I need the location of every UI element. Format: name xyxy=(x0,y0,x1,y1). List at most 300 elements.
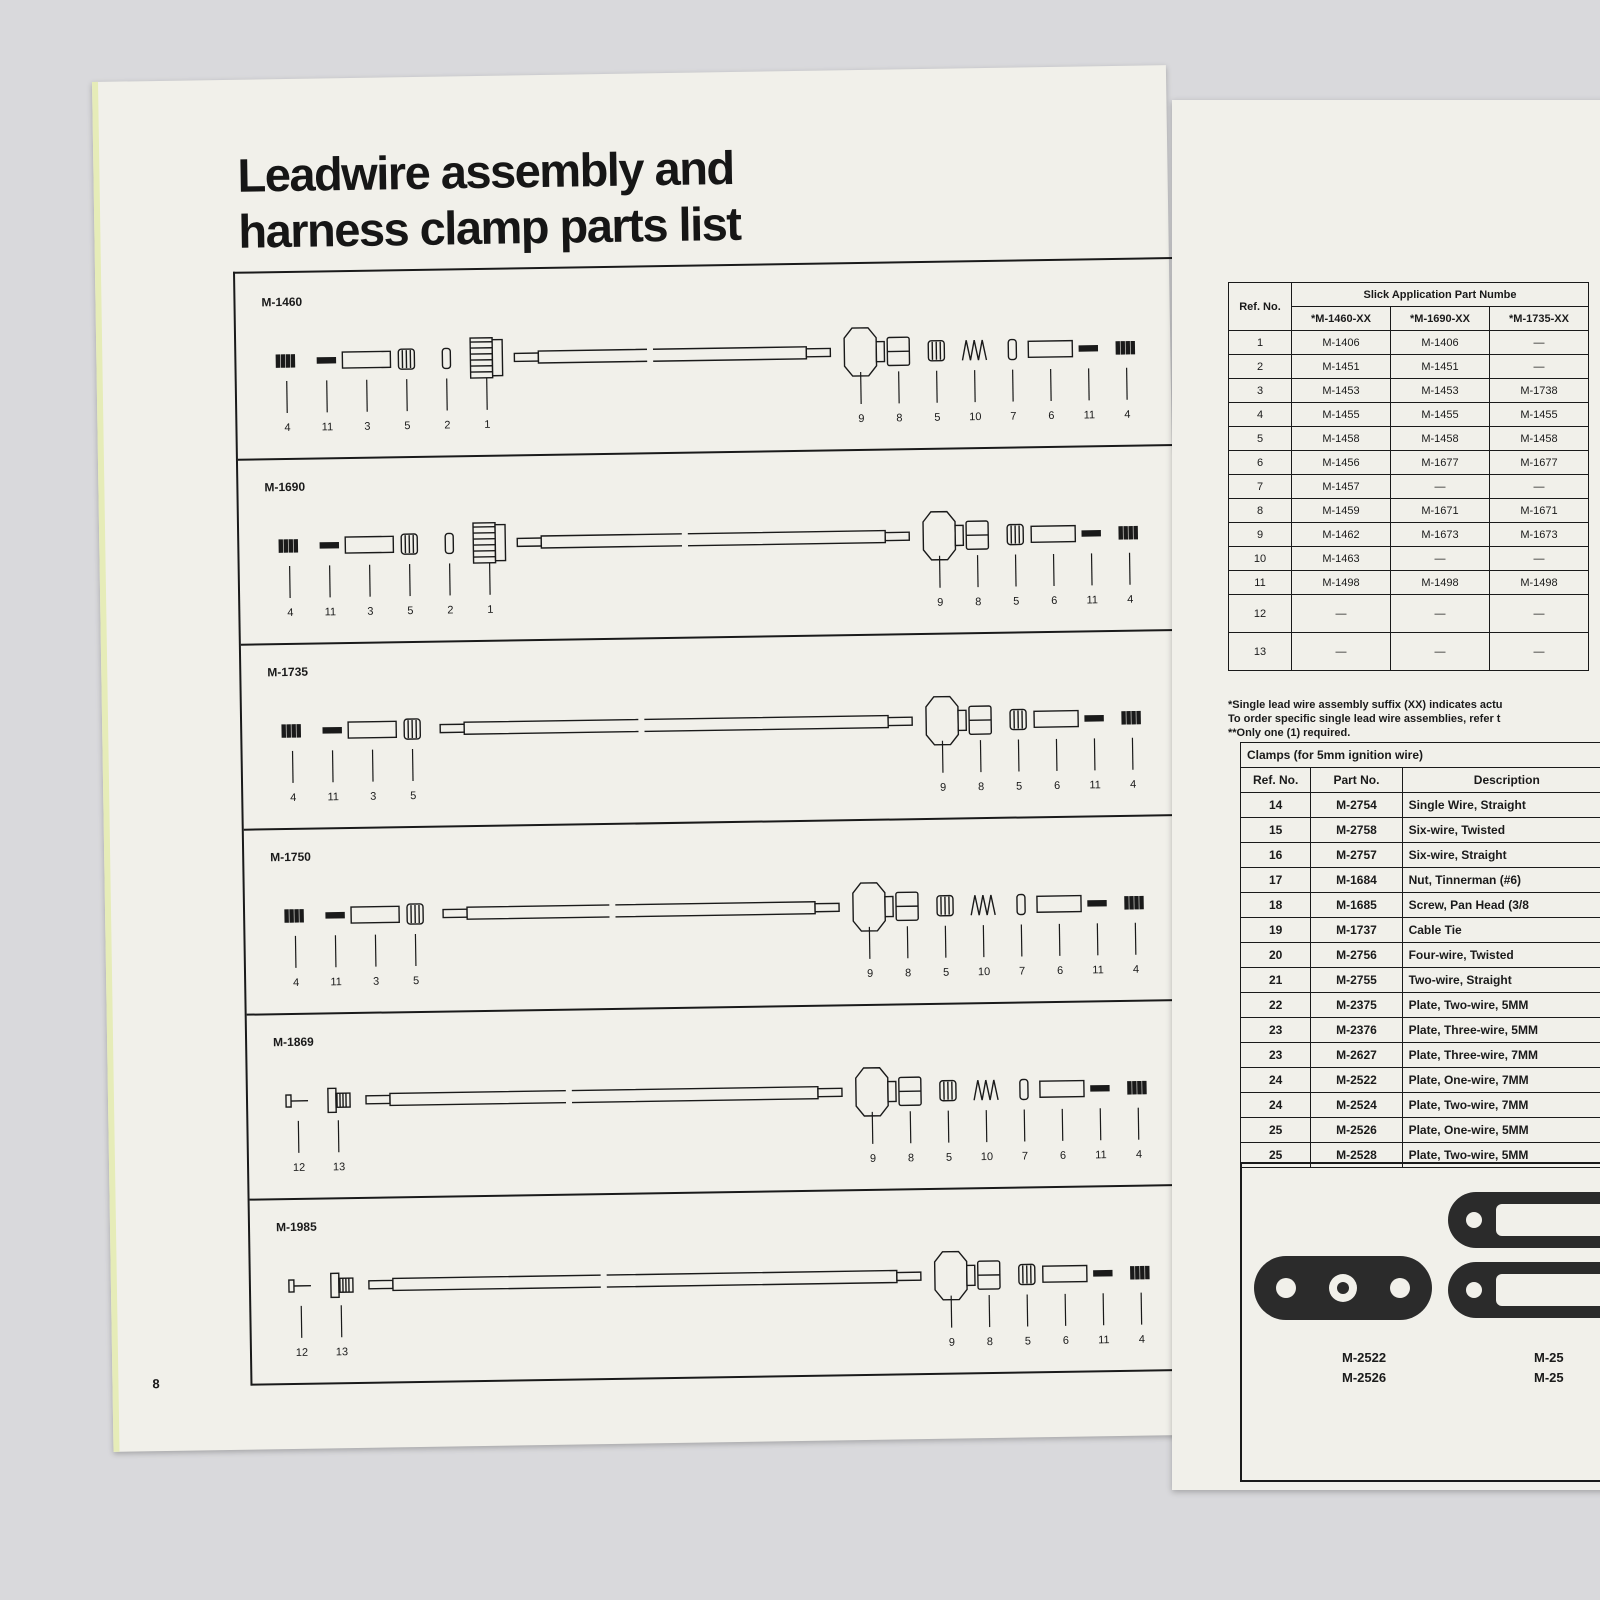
part-ref-label: 5 xyxy=(413,974,420,988)
table-row xyxy=(1229,379,1589,403)
assembly-M-1869 xyxy=(247,999,1188,1201)
desc-cell: Cable Tie xyxy=(1402,918,1600,943)
part-6-drawing xyxy=(1034,711,1078,728)
figure-label-b1: M-25 xyxy=(1534,1350,1564,1365)
part-ref-label: 7 xyxy=(1018,965,1026,978)
assembly-M-1985 xyxy=(250,1184,1191,1384)
leader-line xyxy=(986,1110,987,1142)
part-4-drawing xyxy=(1119,527,1137,539)
one-wire-plate-drawing xyxy=(1254,1256,1432,1320)
desc-cell: Nut, Tinnerman (#6) xyxy=(1402,868,1600,893)
part-8-drawing xyxy=(966,521,988,549)
assembly-drawing xyxy=(247,999,1188,1199)
part-9-drawing xyxy=(853,883,894,932)
footnote-1: *Single lead wire assembly suffix (XX) indicates actu xyxy=(1228,699,1503,711)
part-ref-label: 3 xyxy=(367,605,374,618)
leader-line xyxy=(1062,1109,1063,1141)
ref-cell: 11 xyxy=(1229,571,1292,595)
ref-cell: 8 xyxy=(1229,499,1292,523)
part-cell: M-1673 xyxy=(1490,523,1589,547)
part-ref-label: 11 xyxy=(1095,1149,1107,1162)
clamps-headers xyxy=(1241,768,1600,793)
table-row xyxy=(1241,893,1600,918)
part-cell: M-1677 xyxy=(1391,451,1490,475)
desc-cell: Plate, Two-wire, 5MM xyxy=(1402,1143,1600,1168)
assembly-M-1750 xyxy=(244,814,1185,1016)
part-11-drawing xyxy=(1094,1271,1112,1276)
part-ref-label: 4 xyxy=(287,606,294,619)
right-page xyxy=(1172,100,1600,1490)
ref-cell: 20 xyxy=(1241,943,1311,968)
part-11-drawing xyxy=(1082,531,1100,536)
assembly-drawing xyxy=(250,1184,1191,1384)
part-ref-label: 11 xyxy=(1083,409,1096,422)
desc-cell: Plate, Two-wire, 7MM xyxy=(1402,1093,1600,1118)
table-row xyxy=(1241,1118,1600,1143)
clamp-plates-drawing xyxy=(1242,1164,1600,1480)
desc-cell: Two-wire, Straight xyxy=(1402,968,1600,993)
table-row xyxy=(1229,499,1589,523)
ref-cell: 25 xyxy=(1241,1118,1311,1143)
leader-line xyxy=(1103,1293,1104,1325)
assembly-M-1460 xyxy=(235,259,1176,461)
leader-line xyxy=(335,935,336,967)
part-6-drawing xyxy=(1037,896,1081,913)
table-row xyxy=(1229,475,1589,499)
leader-line xyxy=(450,563,451,595)
part-ref-label: 4 xyxy=(1130,778,1137,791)
assembly-drawing xyxy=(241,629,1182,829)
part-cell: M-1738 xyxy=(1490,379,1589,403)
lead-wire-drawing xyxy=(440,713,912,736)
table-row xyxy=(1241,818,1600,843)
part-11-drawing xyxy=(1088,901,1106,906)
leader-line xyxy=(341,1305,342,1337)
table-row xyxy=(1229,355,1589,379)
leader-line xyxy=(1092,553,1093,585)
part-cell: M-1498 xyxy=(1490,571,1589,595)
part-ref-label: 4 xyxy=(1135,1148,1143,1161)
part-10-drawing xyxy=(971,895,995,915)
table-row xyxy=(1241,1018,1600,1043)
ref-cell: 9 xyxy=(1229,523,1292,547)
leader-line xyxy=(989,1295,990,1327)
assembly-M-1735 xyxy=(241,629,1182,831)
table-row xyxy=(1229,427,1589,451)
part-4-drawing xyxy=(1128,1082,1146,1094)
part-cell: M-1671 xyxy=(1391,499,1490,523)
part-ref-label: 10 xyxy=(980,1150,994,1164)
part-10-drawing xyxy=(974,1080,998,1100)
part-1-drawing xyxy=(470,338,503,378)
leader-line xyxy=(1127,368,1128,400)
leader-line xyxy=(1100,1108,1101,1140)
part-4-drawing xyxy=(1131,1267,1149,1279)
part-ref-label: 4 xyxy=(293,976,300,989)
leader-line xyxy=(1132,738,1133,770)
part-cell: — xyxy=(1391,633,1490,671)
desc-cell: Six-wire, Straight xyxy=(1402,843,1600,868)
part-8-drawing xyxy=(969,706,991,734)
table-row xyxy=(1229,633,1589,671)
part-cell: M-1459 xyxy=(1292,499,1391,523)
part-cell: M-1453 xyxy=(1292,379,1391,403)
ref-cell: 12 xyxy=(1229,595,1292,633)
part-11-drawing xyxy=(323,728,341,733)
part-11-drawing xyxy=(1085,716,1103,721)
part-ref-label: 12 xyxy=(292,1161,306,1174)
part-ref-label: 9 xyxy=(858,412,865,426)
part-cell: M-1458 xyxy=(1490,427,1589,451)
table-row xyxy=(1241,993,1600,1018)
ref-cell: 19 xyxy=(1241,918,1311,943)
part-3-drawing xyxy=(348,721,396,738)
part-cell: M-1456 xyxy=(1292,451,1391,475)
clamp-plates-figure xyxy=(1240,1162,1600,1482)
part-ref-label: 11 xyxy=(1098,1334,1110,1347)
pn-cell: M-2754 xyxy=(1311,793,1402,818)
leader-line xyxy=(1018,740,1019,772)
part-4-drawing xyxy=(1116,342,1134,354)
pn-cell: M-2627 xyxy=(1311,1043,1402,1068)
ref-cell: 24 xyxy=(1241,1093,1311,1118)
part-ref-label: 3 xyxy=(364,420,371,433)
assembly-drawing xyxy=(244,814,1185,1014)
leader-line xyxy=(295,936,296,968)
leader-line xyxy=(413,749,414,781)
ref-cell: 10 xyxy=(1229,547,1292,571)
clamps-body xyxy=(1241,793,1600,1168)
assembly-drawing xyxy=(238,444,1179,644)
part-5-drawing xyxy=(928,341,944,361)
part-ref-label: 2 xyxy=(447,604,454,617)
part-8-drawing xyxy=(899,1077,921,1105)
part-cell: M-1453 xyxy=(1391,379,1490,403)
part-12-drawing xyxy=(289,1280,311,1292)
leader-line xyxy=(447,378,448,410)
assembly-label: M-1735 xyxy=(267,664,309,680)
part-9-drawing xyxy=(926,696,967,745)
part-cell: M-1498 xyxy=(1391,571,1490,595)
part-ref-label: 5 xyxy=(942,966,950,979)
part-11-drawing xyxy=(326,913,344,918)
assembly-label: M-1460 xyxy=(261,294,303,310)
part-3-drawing xyxy=(345,536,393,553)
part-cell: M-1406 xyxy=(1292,331,1391,355)
pn-cell: M-2526 xyxy=(1311,1118,1402,1143)
table-row xyxy=(1241,968,1600,993)
ref-cell: 24 xyxy=(1241,1068,1311,1093)
title-line-1: Leadwire assembly and xyxy=(237,140,735,202)
pn-cell: M-1684 xyxy=(1311,868,1402,893)
clamps-header-0: Ref. No. xyxy=(1241,768,1311,793)
ref-cell: 25 xyxy=(1241,1143,1311,1168)
part-cell: M-1671 xyxy=(1490,499,1589,523)
desc-cell: Plate, One-wire, 7MM xyxy=(1402,1068,1600,1093)
part-1-drawing xyxy=(473,523,506,563)
lead-wire-drawing xyxy=(517,528,909,550)
part-ref-label: 6 xyxy=(1051,594,1058,607)
part-ref-label: 9 xyxy=(948,1336,956,1349)
ref-cell: 7 xyxy=(1229,475,1292,499)
part-ref-label: 5 xyxy=(1013,595,1020,608)
part-9-drawing xyxy=(923,511,964,560)
part-ref-label: 5 xyxy=(410,789,417,803)
part-ref-label: 6 xyxy=(1059,1149,1067,1162)
figure-label-b2: M-25 xyxy=(1534,1370,1564,1385)
part-ref-label: 9 xyxy=(869,1152,877,1165)
ref-cell: 16 xyxy=(1241,843,1311,868)
part-ref-label: 6 xyxy=(1054,779,1061,792)
part-ref-label: 6 xyxy=(1056,964,1064,977)
part-ref-label: 5 xyxy=(1024,1335,1032,1348)
desc-cell: Screw, Pan Head (3/8 xyxy=(1402,893,1600,918)
ref-cell: 4 xyxy=(1229,403,1292,427)
part-4-drawing xyxy=(1125,897,1143,909)
ref-cell: 1 xyxy=(1229,331,1292,355)
part-5-drawing xyxy=(398,349,414,369)
table-row xyxy=(1241,843,1600,868)
figure-label-a1: M-2522 xyxy=(1342,1350,1387,1365)
part-2-drawing xyxy=(445,533,453,553)
leader-line xyxy=(983,925,984,957)
part-ref-label: 7 xyxy=(1010,410,1017,423)
leader-line xyxy=(940,556,941,588)
table-row xyxy=(1241,943,1600,968)
clamps-table xyxy=(1240,742,1600,1168)
part-ref-label: 8 xyxy=(975,596,982,609)
leader-line xyxy=(407,379,408,411)
ref-cell: 13 xyxy=(1229,633,1292,671)
part-ref-label: 10 xyxy=(977,966,991,979)
table-row xyxy=(1229,571,1589,595)
part-ref-label: 11 xyxy=(324,606,337,619)
lead-wire-drawing xyxy=(514,344,830,365)
part-11-drawing xyxy=(320,543,338,548)
part-5-drawing xyxy=(1019,1264,1035,1284)
leader-line xyxy=(975,370,976,402)
leader-line xyxy=(1021,925,1022,957)
part-ref-label: 1 xyxy=(487,603,494,616)
leader-line xyxy=(1065,1294,1066,1326)
part-ref-label: 7 xyxy=(1021,1150,1029,1163)
part-ref-label: 5 xyxy=(934,411,941,424)
left-page xyxy=(92,65,1187,1452)
clamps-caption: Clamps (for 5mm ignition wire) xyxy=(1241,743,1600,768)
pn-cell: M-2375 xyxy=(1311,993,1402,1018)
part-8-drawing xyxy=(978,1261,1000,1289)
part-ref-label: 9 xyxy=(866,967,874,980)
leader-line xyxy=(910,1111,911,1143)
part-ref-label: 4 xyxy=(1124,408,1131,421)
table-row xyxy=(1241,1043,1600,1068)
footnote-2: To order specific single lead wire assemblies, refer t xyxy=(1228,713,1501,725)
leader-line xyxy=(367,380,368,412)
two-wire-plate-drawing xyxy=(1448,1192,1600,1318)
leader-line xyxy=(298,1121,299,1153)
part-3-drawing xyxy=(351,906,399,923)
leader-line xyxy=(899,371,900,403)
part-ref-label: 8 xyxy=(978,781,985,794)
part-ref-label: 13 xyxy=(335,1346,349,1359)
leader-line xyxy=(948,1111,949,1143)
leader-line xyxy=(370,565,371,597)
table-row xyxy=(1241,868,1600,893)
part-11-drawing xyxy=(317,358,335,363)
part-ref-label: 4 xyxy=(1127,593,1134,606)
desc-cell: Six-wire, Twisted xyxy=(1402,818,1600,843)
part-5-drawing xyxy=(407,904,423,924)
leader-line xyxy=(1054,554,1055,586)
leader-line xyxy=(373,750,374,782)
ref-cell: 23 xyxy=(1241,1018,1311,1043)
column-header-2: *M-1735-XX xyxy=(1490,307,1589,331)
pn-cell: M-2757 xyxy=(1311,843,1402,868)
part-ref-label: 1 xyxy=(484,418,491,431)
leader-line xyxy=(327,380,328,412)
page-title xyxy=(237,140,741,260)
part-11-drawing xyxy=(1091,1086,1109,1091)
part-5-drawing xyxy=(937,896,953,916)
part-7-drawing xyxy=(1020,1079,1028,1099)
ref-cell: 17 xyxy=(1241,868,1311,893)
part-ref-label: 11 xyxy=(1086,594,1099,607)
part-ref-label: 5 xyxy=(945,1151,953,1164)
part-ref-label: 6 xyxy=(1062,1334,1070,1347)
part-7-drawing xyxy=(1008,340,1016,360)
leader-line xyxy=(1013,370,1014,402)
pn-cell: M-1685 xyxy=(1311,893,1402,918)
leader-line xyxy=(1094,738,1095,770)
part-5-drawing xyxy=(1007,524,1023,544)
ref-cell: 2 xyxy=(1229,355,1292,379)
part-cell: M-1498 xyxy=(1292,571,1391,595)
part-ref-label: 11 xyxy=(321,421,334,434)
part-2-drawing xyxy=(442,348,450,368)
table-row xyxy=(1229,547,1589,571)
part-5-drawing xyxy=(404,719,420,739)
part-8-drawing xyxy=(887,337,909,365)
application-header: Slick Application Part Numbe xyxy=(1292,283,1589,307)
part-4-drawing xyxy=(1122,712,1140,724)
leader-line xyxy=(1056,739,1057,771)
pn-cell: M-2758 xyxy=(1311,818,1402,843)
part-3-drawing xyxy=(342,351,390,368)
assembly-label: M-1985 xyxy=(275,1219,317,1235)
part-cell: M-1455 xyxy=(1391,403,1490,427)
leader-line xyxy=(490,563,491,595)
part-cell: M-1406 xyxy=(1391,331,1490,355)
leader-line xyxy=(1016,555,1017,587)
part-cell: — xyxy=(1490,355,1589,379)
part-ref-label: 3 xyxy=(370,790,377,803)
assembly-drawing xyxy=(235,259,1176,459)
ref-cell: 6 xyxy=(1229,451,1292,475)
part-ref-label: 4 xyxy=(1132,963,1140,976)
part-9-drawing xyxy=(934,1251,975,1300)
ref-cell: 15 xyxy=(1241,818,1311,843)
leader-line xyxy=(375,935,376,967)
desc-cell: Four-wire, Twisted xyxy=(1402,943,1600,968)
leader-line xyxy=(1089,368,1090,400)
figure-label-a2: M-2526 xyxy=(1342,1370,1387,1385)
assembly-diagrams xyxy=(233,257,1190,1386)
part-cell: M-1463 xyxy=(1292,547,1391,571)
lead-wire-drawing xyxy=(369,1268,921,1293)
table-row xyxy=(1241,1068,1600,1093)
leader-line xyxy=(1138,1108,1139,1140)
part-cell: M-1458 xyxy=(1391,427,1490,451)
clamps-header-2: Description xyxy=(1402,768,1600,793)
part-13-drawing xyxy=(328,1088,350,1112)
page-number: 8 xyxy=(152,1376,160,1392)
assembly-label: M-1869 xyxy=(272,1034,314,1050)
title-line-2: harness clamp parts list xyxy=(237,196,741,258)
table-row xyxy=(1229,403,1589,427)
lead-wire-drawing xyxy=(366,1084,842,1107)
leader-line xyxy=(338,1120,339,1152)
leader-line xyxy=(410,564,411,596)
part-4-drawing xyxy=(279,540,297,552)
leader-line xyxy=(1141,1293,1142,1325)
part-4-drawing xyxy=(285,910,303,922)
part-4-drawing xyxy=(282,725,300,737)
lead-wire-drawing xyxy=(443,899,839,921)
desc-cell: Plate, Three-wire, 7MM xyxy=(1402,1043,1600,1068)
part-ref-label: 4 xyxy=(290,791,297,804)
table-row xyxy=(1241,793,1600,818)
pn-cell: M-2755 xyxy=(1311,968,1402,993)
ref-cell: 3 xyxy=(1229,379,1292,403)
leader-line xyxy=(1135,923,1136,955)
application-parts-table xyxy=(1228,282,1589,671)
part-ref-label: 4 xyxy=(284,421,291,435)
part-ref-label: 8 xyxy=(904,967,912,980)
part-cell: — xyxy=(1490,633,1589,671)
part-ref-label: 12 xyxy=(295,1346,309,1359)
part-cell: — xyxy=(1391,595,1490,633)
part-cell: — xyxy=(1391,475,1490,499)
column-header-1: *M-1690-XX xyxy=(1391,307,1490,331)
footnotes xyxy=(1228,698,1600,740)
part-ref-label: 5 xyxy=(1016,780,1023,793)
part-ref-label: 9 xyxy=(940,781,947,794)
leader-line xyxy=(333,750,334,782)
ref-cell: 23 xyxy=(1241,1043,1311,1068)
part-11-drawing xyxy=(1079,346,1097,351)
table-row xyxy=(1229,523,1589,547)
part-ref-label: 11 xyxy=(330,976,342,989)
ref-cell: 14 xyxy=(1241,793,1311,818)
part-8-drawing xyxy=(896,892,918,920)
part-13-drawing xyxy=(331,1273,353,1297)
leader-line xyxy=(978,555,979,587)
leader-line xyxy=(290,566,291,598)
table-row xyxy=(1229,451,1589,475)
desc-cell: Plate, Two-wire, 5MM xyxy=(1402,993,1600,1018)
leader-line xyxy=(487,378,488,410)
desc-cell: Single Wire, Straight xyxy=(1402,793,1600,818)
part-ref-label: 9 xyxy=(937,596,944,609)
part-ref-label: 11 xyxy=(1089,779,1101,792)
leader-line xyxy=(1051,369,1052,401)
table-row xyxy=(1229,331,1589,355)
ref-cell: 5 xyxy=(1229,427,1292,451)
part-cell: M-1673 xyxy=(1391,523,1490,547)
ref-cell: 22 xyxy=(1241,993,1311,1018)
part-ref-label: 13 xyxy=(332,1161,346,1174)
part-ref-label: 11 xyxy=(1092,964,1104,977)
